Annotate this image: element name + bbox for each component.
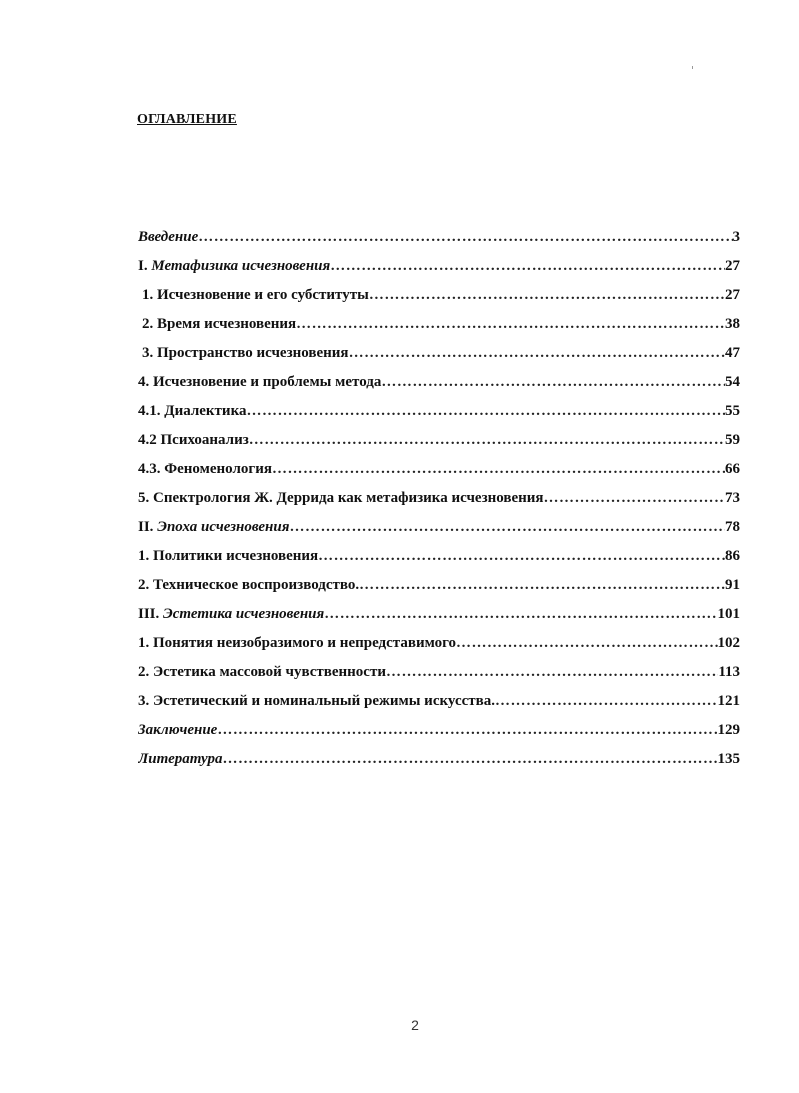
- toc-entry-page: 66: [725, 461, 740, 477]
- toc-entry[interactable]: [138, 635, 740, 664]
- toc-leader-dots: [272, 461, 725, 478]
- toc-entry[interactable]: [138, 548, 740, 577]
- toc-entry-page: 73: [725, 490, 740, 506]
- toc-entry-label: Литература: [138, 751, 223, 767]
- toc-leader-dots: [544, 490, 725, 507]
- scan-speck: [692, 66, 693, 69]
- toc-leader-dots: [296, 316, 725, 333]
- toc-entry-label: 1. Исчезновение и его субституты: [142, 287, 369, 303]
- toc-entry-page: 101: [717, 606, 740, 622]
- toc-entry-label: 1. Политики исчезновения: [138, 548, 319, 564]
- toc-leader-dots: [456, 635, 717, 652]
- toc-leader-dots: [381, 374, 725, 391]
- toc-entry[interactable]: [138, 664, 740, 693]
- toc-leader-dots: [223, 751, 718, 768]
- toc-entry[interactable]: [138, 490, 740, 519]
- toc-leader-dots: [217, 722, 717, 739]
- toc-part-number: III.: [138, 606, 160, 622]
- toc-entry-label: 1. Понятия неизобразимого и непредставимого: [138, 635, 457, 651]
- toc-entry-label: 2. Техническое воспроизводство.: [138, 577, 360, 593]
- toc-entry-label: 4.3. Феноменология: [138, 461, 272, 477]
- toc-entry-label: 3. Пространство исчезновения: [142, 345, 349, 361]
- toc-entry-label: [138, 519, 289, 536]
- toc-entry-page: 55: [725, 403, 740, 419]
- toc-leader-dots: [495, 693, 718, 710]
- toc-entry-page: 78: [725, 519, 740, 535]
- toc-entry[interactable]: [138, 374, 740, 403]
- toc-entry-label: Заключение: [138, 722, 218, 738]
- toc-entry[interactable]: [138, 751, 740, 780]
- toc-entry-page: 47: [725, 345, 740, 361]
- toc-entry-page: 102: [717, 635, 740, 651]
- toc-entry-page: 121: [717, 693, 740, 709]
- toc-entry-label: 4.2 Психоанализ: [138, 432, 249, 448]
- toc-leader-dots: [386, 664, 718, 681]
- toc-entry-page: 38: [725, 316, 740, 332]
- toc-part-number: I.: [138, 258, 148, 274]
- toc-leader-dots: [330, 258, 725, 275]
- toc-entry-label: 4.1. Диалектика: [138, 403, 247, 419]
- toc-part-number: II.: [138, 519, 154, 535]
- toc-entry[interactable]: [138, 432, 740, 461]
- toc-entry[interactable]: [138, 606, 740, 635]
- toc-leader-dots: [198, 229, 732, 246]
- toc-entry-label: 4. Исчезновение и проблемы метода: [138, 374, 382, 390]
- toc-entry-page: 86: [725, 548, 740, 564]
- toc-entry-page: 113: [718, 664, 740, 680]
- toc-entry-label: Введение: [138, 229, 199, 245]
- toc-entry-label: 3. Эстетический и номинальный режимы искусства.: [138, 693, 495, 709]
- toc-leader-dots: [369, 287, 725, 304]
- toc-part-title: Эпоха исчезновения: [157, 519, 290, 535]
- toc-part-title: Метафизика исчезновения: [151, 258, 331, 274]
- toc-entry[interactable]: [138, 258, 740, 287]
- toc-entry-page: 129: [717, 722, 740, 738]
- toc-entry-page: 27: [725, 287, 740, 303]
- page-number: 2: [411, 1017, 419, 1033]
- toc-entry[interactable]: [138, 519, 740, 548]
- toc-entry-page: 3: [732, 229, 740, 245]
- table-of-contents: [138, 229, 740, 780]
- toc-leader-dots: [249, 432, 725, 449]
- toc-entry[interactable]: [138, 722, 740, 751]
- toc-entry[interactable]: [138, 693, 740, 722]
- toc-entry-page: 54: [725, 374, 740, 390]
- toc-entry[interactable]: [138, 345, 740, 374]
- toc-entry-label: [138, 258, 330, 275]
- toc-entry-label: 2. Время исчезновения: [142, 316, 297, 332]
- toc-leader-dots: [247, 403, 726, 420]
- toc-leader-dots: [359, 577, 725, 594]
- toc-entry[interactable]: [138, 461, 740, 490]
- toc-entry-label: 5. Спектрология Ж. Деррида как метафизика исчезновения: [138, 490, 544, 506]
- toc-leader-dots: [289, 519, 725, 536]
- toc-leader-dots: [324, 606, 717, 623]
- toc-part-title: Эстетика исчезновения: [163, 606, 325, 622]
- toc-entry[interactable]: [138, 316, 740, 345]
- toc-entry-page: 91: [725, 577, 740, 593]
- toc-entry[interactable]: [138, 287, 740, 316]
- toc-entry-page: 135: [717, 751, 740, 767]
- toc-entry[interactable]: [138, 229, 740, 258]
- toc-entry[interactable]: [138, 403, 740, 432]
- toc-leader-dots: [349, 345, 725, 362]
- toc-entry[interactable]: [138, 577, 740, 606]
- toc-entry-label: [138, 606, 324, 623]
- toc-entry-page: 27: [725, 258, 740, 274]
- toc-leader-dots: [318, 548, 725, 565]
- page-title: ОГЛАВЛЕНИЕ: [137, 112, 237, 127]
- toc-entry-page: 59: [725, 432, 740, 448]
- toc-entry-label: 2. Эстетика массовой чувственности: [138, 664, 386, 680]
